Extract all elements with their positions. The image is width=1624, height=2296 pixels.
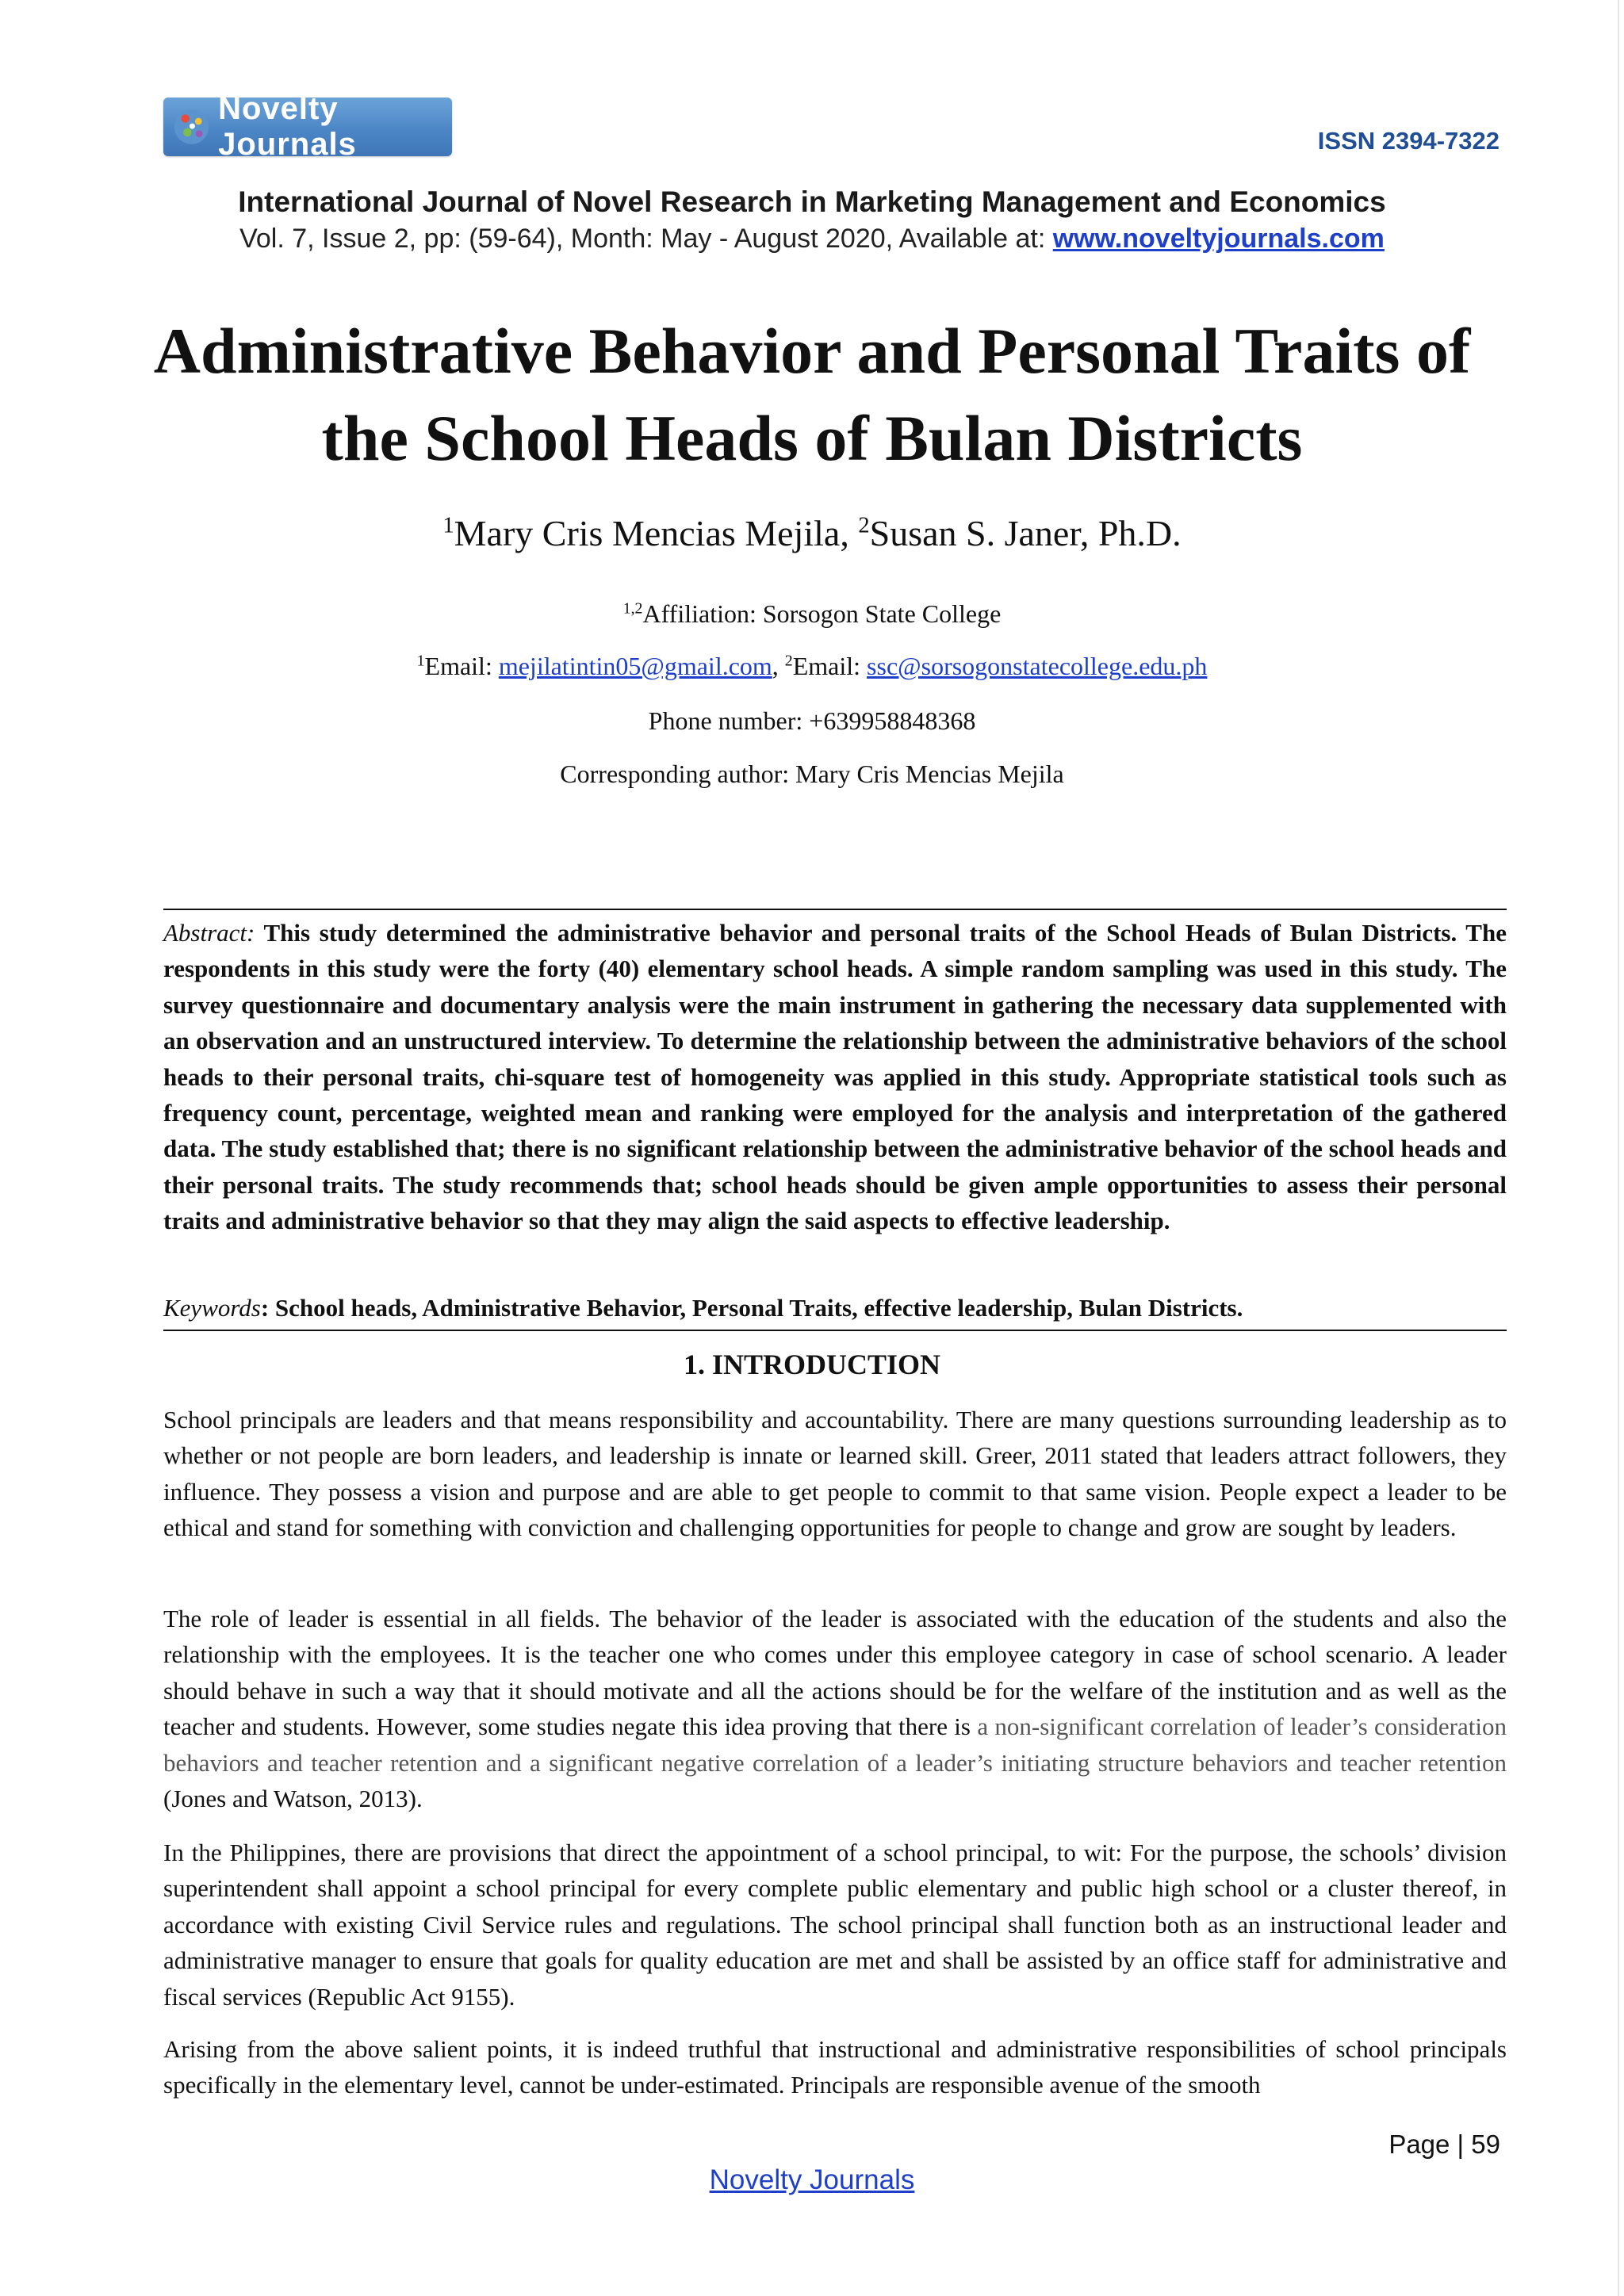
keywords <box>163 1291 1507 1326</box>
journal-website-link[interactable]: www.noveltyjournals.com <box>1052 224 1385 254</box>
affiliation-sup: 1,2 <box>622 599 643 618</box>
affiliation-text: Affiliation: Sorsogon State College <box>642 599 1002 628</box>
footer <box>0 2164 1624 2196</box>
page-number: Page | 59 <box>1388 2130 1500 2159</box>
corresponding-author: Corresponding author: Mary Cris Mencias Mejila <box>560 760 1064 788</box>
email-separator: , <box>772 652 785 680</box>
journal-volume-line <box>0 224 1624 254</box>
phone-number: Phone number: +639958848368 <box>648 706 976 735</box>
intro-paragraph-2-quote: a non-significant correlation of leader’s consideration behaviors and teacher retention and a significant negative correlation of a leader’s initiating structure behaviors and teacher retention <box>163 1712 1507 1777</box>
keywords-text: : School heads, Administrative Behavior, Personal Traits, effective leadership, Bulan Districts. <box>260 1294 1243 1322</box>
page-edge-line <box>1618 0 1619 2296</box>
intro-paragraph-2 <box>163 1601 1507 1816</box>
email2-label: Email: <box>792 652 868 680</box>
paper-title <box>143 308 1481 482</box>
novelty-journals-logo[interactable] <box>163 91 452 162</box>
molecule-icon <box>173 105 210 148</box>
email2-link[interactable]: ssc@sorsogonstatecollege.edu.ph <box>867 652 1208 680</box>
publisher-link[interactable]: Novelty Journals <box>709 2164 915 2195</box>
paper-title-line-1: Administrative Behavior and Personal Traits of <box>153 315 1471 387</box>
email2-sup: 2 <box>784 652 793 670</box>
intro-paragraph-2-citation: (Jones and Watson, 2013). <box>163 1785 423 1813</box>
issn-label: ISSN 2394-7322 <box>1317 127 1500 155</box>
intro-paragraph-3: In the Philippines, there are provisions that direct the appointment of a school principal, to wit: For the purpose, the schools’ division superintendent shall appoint a school principal for every complete public elementary and public high school or a cluster thereof, in accordance with existing Civil Service rules and regulations. The school principal shall function both as an instructional leader and administrative manager to ensure that goals for quality education are met and shall be assisted by an office staff for administrative and fiscal services (Republic Act 9155). <box>163 1839 1507 2011</box>
intro-paragraph-2-text: The role of leader is essential in all fields. The behavior of the leader is associated with the education of the students and also the relationship with the employees. It is the teacher one who comes under this employee category in case of school scenario. A leader should behave in such a way that it should motivate and all the actions should be for the welfare of the institution and as well as the teacher and students. However, some studies negate this idea proving that there is <box>163 1605 1507 1741</box>
keywords-bottom-rule <box>163 1330 1507 1331</box>
intro-paragraph-1: School principals are leaders and that means responsibility and accountability. There are many questions surrounding leadership as to whether or not people are born leaders, and leadership is innate or learned skill. Greer, 2011 stated that leaders attract followers, they influence. They possess a vision and purpose and are able to get people to commit to that same vision. People expect a leader to be ethical and stand for something with conviction and challenging opportunities for people to change and grow are sought by leaders. <box>163 1406 1507 1542</box>
author1-sup: 1 <box>442 513 454 538</box>
abstract-top-rule <box>163 909 1507 910</box>
abstract-text: This study determined the administrative behavior and personal traits of the School Heads of Bulan Districts. The respondents in this study were the forty (40) elementary school heads. A simple random sampling was used in this study. The survey questionnaire and documentary analysis were the main instrument in gathering the necessary data supplemented with an observation and an unstructured interview. To determine the relationship between the administrative behaviors of the school heads to their personal traits, chi-square test of homogeneity was applied in this study. Appropriate statistical tools such as frequency count, percentage, weighted mean and ranking were employed for the analysis and interpretation of the gathered data. The study established that; there is no significant relationship between the administrative behavior of the school heads and their personal traits. The study recommends that; school heads should be given ample opportunities to assess their personal traits and administrative behavior so that they may align the said aspects to effective leadership. <box>163 919 1507 1235</box>
section-heading-introduction: 1. INTRODUCTION <box>683 1349 941 1380</box>
author2-sup: 2 <box>858 513 870 538</box>
email1-label: Email: <box>424 652 499 680</box>
author1-name: Mary Cris Mencias Mejila, <box>454 513 859 553</box>
email1-sup: 1 <box>416 652 425 670</box>
keywords-label: Keywords <box>163 1294 261 1322</box>
affiliation <box>0 599 1624 629</box>
volume-text: Vol. 7, Issue 2, pp: (59-64), Month: May - August 2020, Available at: <box>239 224 1053 254</box>
intro-paragraph-4: Arising from the above salient points, it is indeed truthful that instructional and administrative responsibilities of school principals specifically in the elementary level, cannot be under-estimated. Principals are responsible avenue of the smooth <box>163 2035 1507 2099</box>
abstract-label: Abstract: <box>163 919 255 947</box>
logo-text: Novelty Journals <box>218 91 357 162</box>
authors <box>0 512 1624 554</box>
author2-name: Susan S. Janer, Ph.D. <box>869 513 1182 553</box>
paper-title-line-2: the School Heads of Bulan Districts <box>321 402 1303 474</box>
journal-title: International Journal of Novel Research in Marketing Management and Economics <box>238 186 1386 218</box>
email1-link[interactable]: mejilatintin05@gmail.com <box>498 652 772 680</box>
emails <box>0 652 1624 681</box>
abstract <box>163 915 1507 1239</box>
